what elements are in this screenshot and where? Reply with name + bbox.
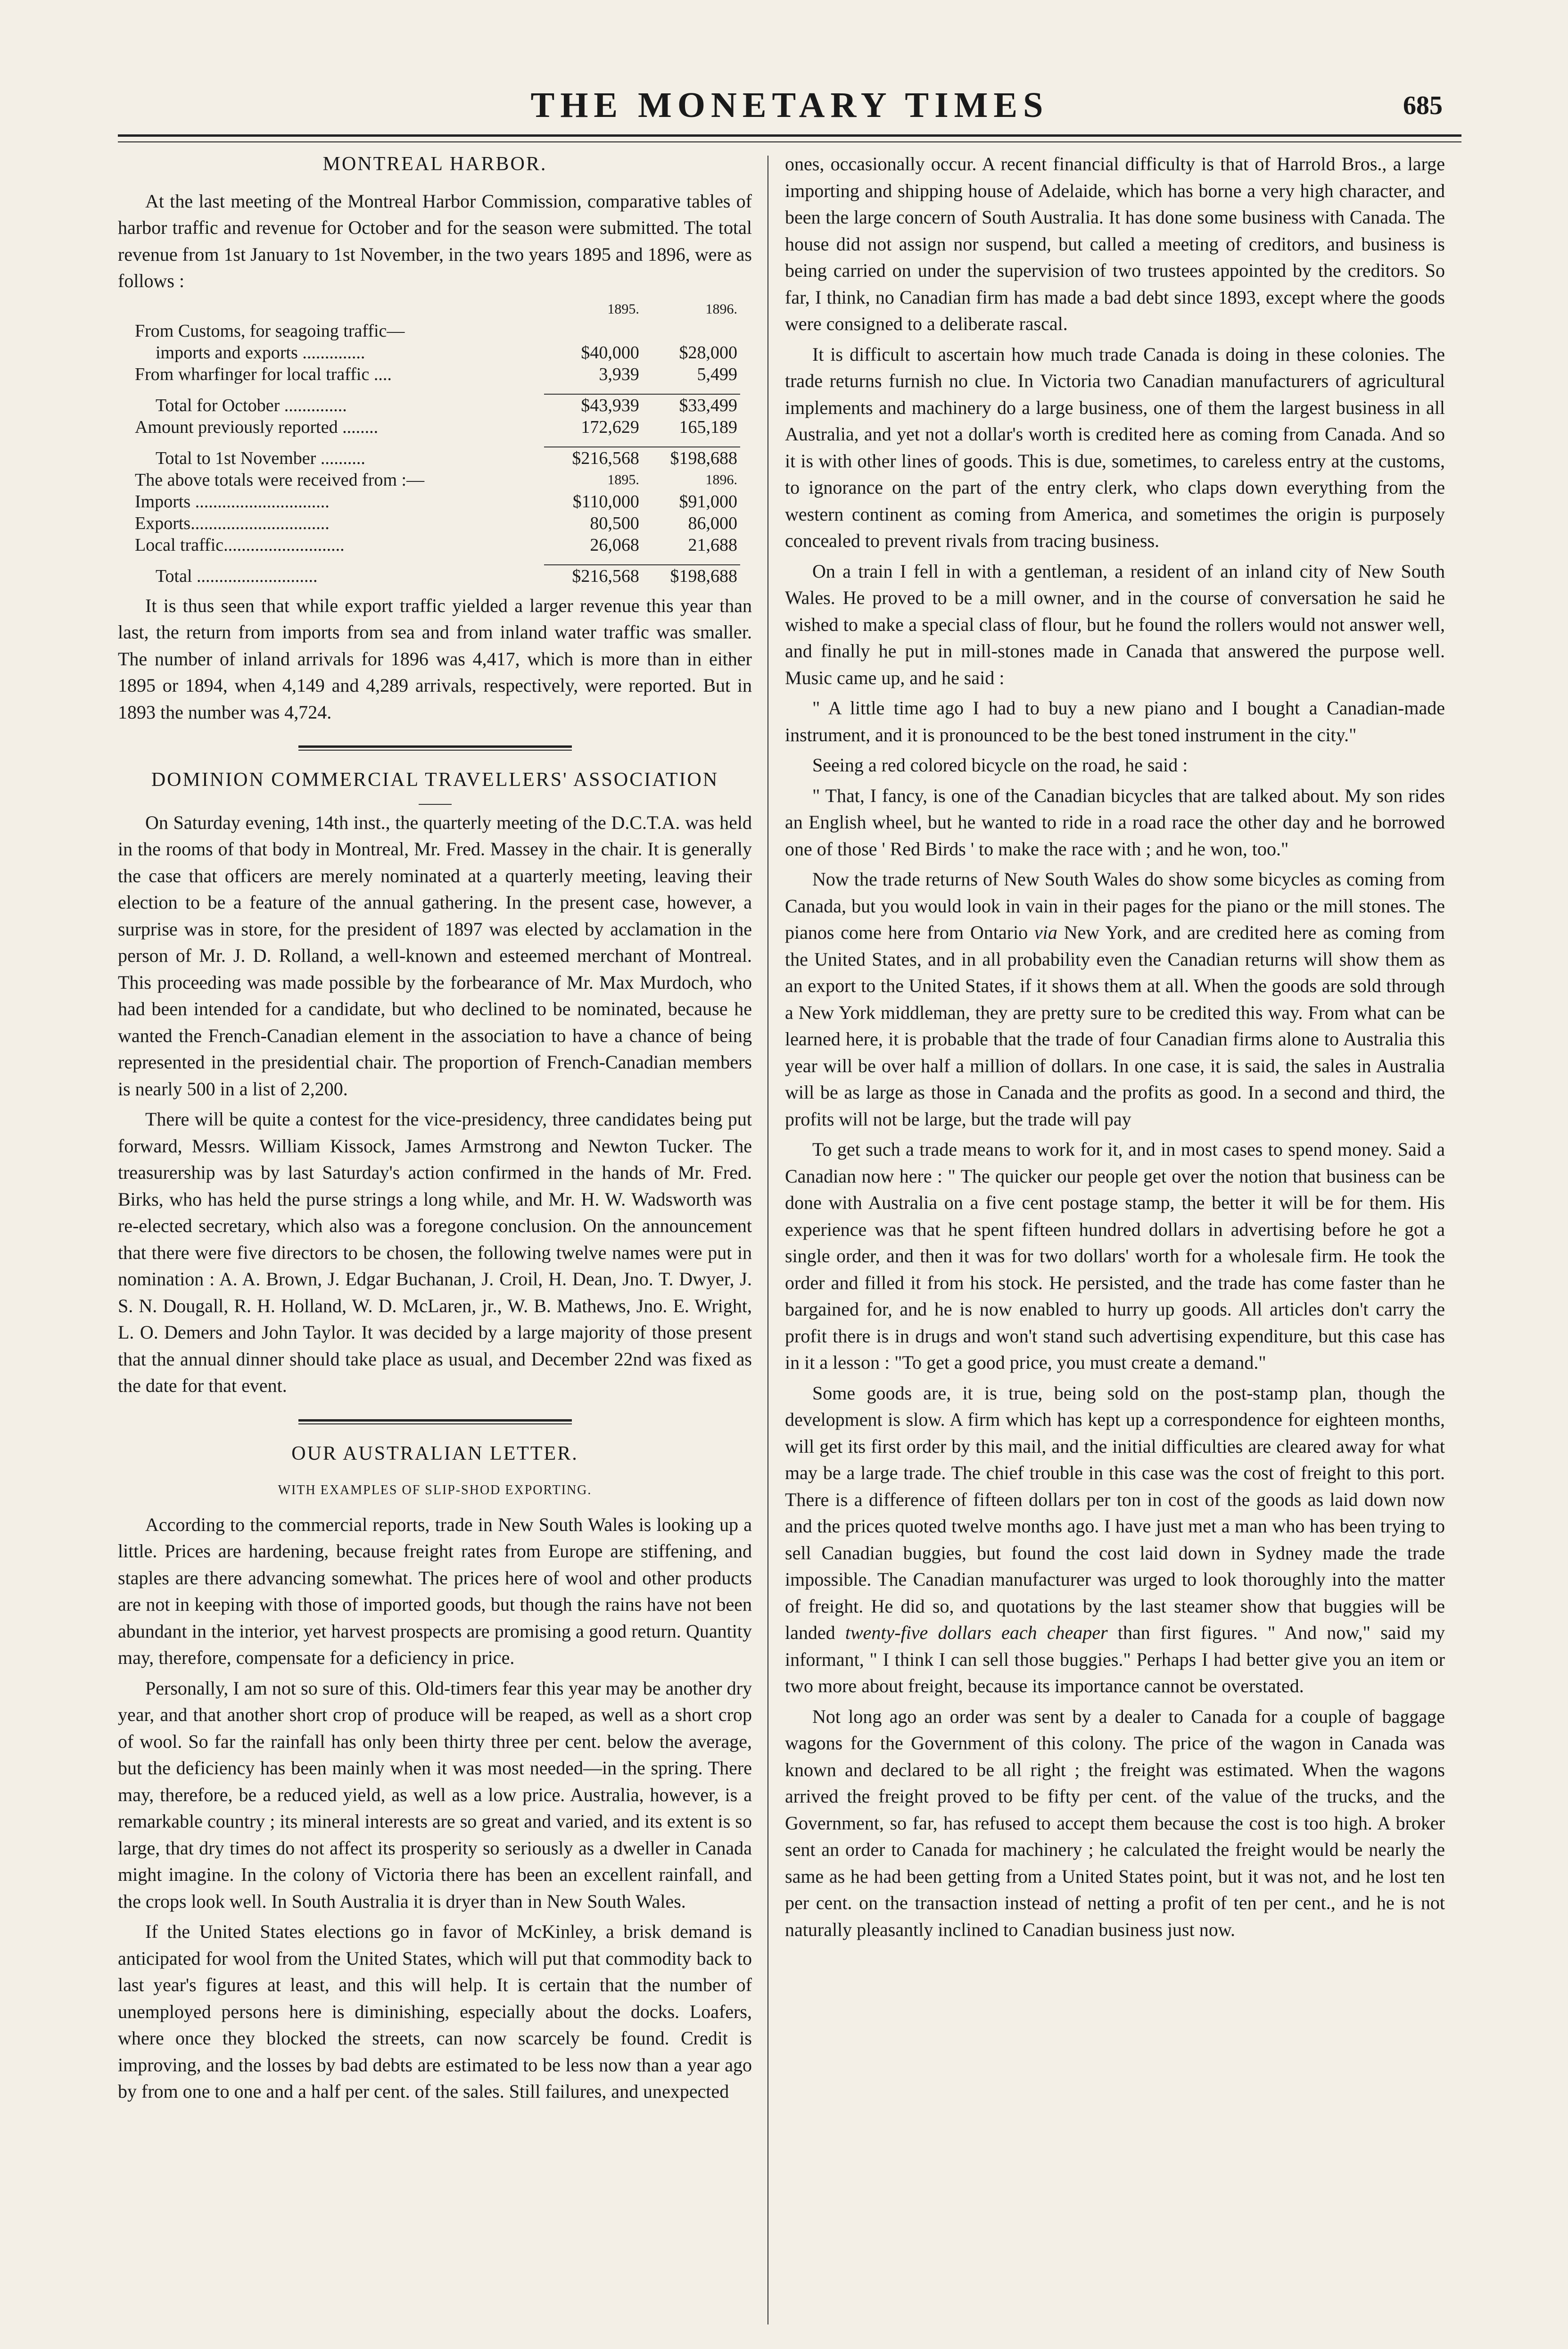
year-1896: 1896. (705, 301, 737, 317)
masthead (118, 71, 1461, 127)
montreal-heading: MONTREAL HARBOR. (322, 153, 547, 175)
header-rule-thin (118, 141, 1461, 142)
australian-paragraph-1: According to the commercial reports, trade in New South Wales is looking up a little. Prices are hardening, because freight rates from Europe are stiffening, and staples are there advancing somewhat. The prices here of wool and other products are not in keeping with those of imported goods, but though the rains have not been abundant in the interior, yet harvest prospects are promising a good return. Quantity may, therefore, compensate for a deficiency in price. (118, 1514, 752, 1668)
dcta-paragraph-1: On Saturday evening, 14th inst., the quarterly meeting of the D.C.T.A. was held in the rooms of that body in Montreal, Mr. Fred. Massey in the chair. It is generally the case that officers are merely nominated at a quarterly meeting, leaving their election to be a feature of the annual gathering. In the present case, however, a surprise was in store, for the president of 1897 was elected by acclamation in the person of Mr. J. D. Rolland, a well-known and esteemed merchant of Montreal. This proceeding was made possible by the forbearance of Mr. Max Murdoch, who had been intended for a candidate, but who declined to be nominated, because he wanted the French-Canadian element in the association to have a chance of being represented in the presidential chair. The proportion of French-Canadian members is nearly 500 in a list of 2,200. (118, 811, 752, 1100)
dcta-paragraph-2: There will be quite a contest for the vice-presidency, three candidates being put forward, Messrs. William Kissock, James Armstrong and Newton Tucker. The treasurership was by last Saturday's action confirmed in the hands of Mr. Fred. Birks, who has held the purse strings a long while, and Mr. H. W. Wadsworth was re-elected secretary, which also was a foregone conclusion. On the announcement that there were five directors to be chosen, the following twelve names were put in nomination : A. A. Brown, J. Edgar Buchanan, J. Croil, H. Dean, Jno. T. Dwyer, J. S. N. Dougall, R. H. Holland, W. D. McLaren, jr., W. B. Mathews, Jno. E. Wright, L. O. Demers and John Taylor. It was decided by a large majority of those present that the annual dinner should take place as usual, and December 22nd was fixed as the date for that event. (118, 1108, 752, 1396)
table-row: Exports............................... 80,500 86,000 (135, 513, 737, 533)
australian-paragraph-3: If the United States elections go in favor of McKinley, a brisk demand is anticipated for wool from the United States, which will put that commodity back to last year's figures at least, and this will help. It is certain that the number of unemployed persons here is diminishing, especially about the docks. Loafers, where once they blocked the streets, can now scarcely be found. Credit is improving, and the losses by bad debts are estimated to be less now than a year ago by from one to one and a half per cent. of the sales. Still failures, and unexpected (118, 1921, 752, 2102)
table-header-row (132, 298, 740, 320)
header-rule (118, 134, 1461, 137)
column-divider (767, 156, 768, 2324)
australian-paragraph-returns: Now the trade returns of New South Wales do show some bicycles as coming from Canada, but you would look in vain in their pages for the piano or the mill stones. The pianos come here from Ontario via New York, and are credited here as coming from the United States, and in all probability even the Canadian returns will show them as an export to the United States, if it shows them at all. When the goods are sold through a New York middleman, they are pretty sure to be credited this way. From what can be learned here, it is probable that the trade of four Canadian firms alone to Australia this year will be over half a million of dollars. In one case, it is said, the sales in Australia will be as large as those in Canada and the profits as good. In a second and third, the profits will not be large, but the trade will pay (785, 868, 1445, 1130)
australian-paragraph-wagons: Not long ago an order was sent by a dealer to Canada for a couple of baggage wagons for the Government of this colony. The price of the wagon in Canada was known and declared to be all right ; the freight was estimated. When the wagons arrived the freight proved to be fifty per cent. of the value of the trucks, and the Government, so far, has refused to accept them because the cost is too high. A broker sent an order to Canada for machinery ; he calculated the freight would be nearly the same as he had been getting from a United States point, but it was not, and he lost ten per cent. on the transaction instead of netting a profit of ten per cent., and he is not naturally pleasantly inclined to Canadian business just now. (785, 1705, 1445, 1940)
table-row: Total ........................... $216,568 $198,688 (132, 565, 740, 587)
table-row: From Customs, for seagoing traffic— (135, 321, 405, 341)
australian-paragraph-bicycle: Seeing a red colored bicycle on the road, he said : (812, 754, 1188, 776)
right-column (785, 151, 1445, 1947)
page-number: 685 (1403, 91, 1443, 120)
montreal-conclusion: It is thus seen that while export traffic yielded a larger revenue this year than last, the return from imports from sea and from inland water traffic was smaller. The number of inland arrivals for 1896 was 4,417, which is more than in either 1895 or 1894, when 4,149 and 4,289 arrivals, respectively, were reported. But in 1893 the number was 4,724. (118, 595, 752, 723)
australian-paragraph-buggies: Some goods are, it is true, being sold on the post-stamp plan, though the development is slow. A firm which has kept up a correspondence for eighteen months, will get its first order by this mail, and the initial difficulties are cleared away for what may be a large trade. The chief trouble in this case was the cost of freight to this port. There is a difference of fifteen dollars per ton in cost of the goods as laid down now and the prices quoted twelve months ago. I have just met a man who has been trying to sell Canadian buggies, but found the cost laid down in Sydney made the trade impossible. The Canadian manufacturer was urged to look thoroughly into the matter of freight. He did so, and quotations by the last steamer show that buggies will be landed twenty-five dollars each cheaper than first figures. " And now," said my informant, " I think I can sell those buggies." Perhaps I had better give you an item or two more about freight, because its importance cannot be overstated. (785, 1382, 1445, 1696)
table-row: From wharfinger for local traffic .... 3,939 5,499 (135, 364, 737, 384)
australian-heading: OUR AUSTRALIAN LETTER. (291, 1442, 578, 1464)
publication-title: THE MONETARY TIMES (530, 85, 1049, 125)
australian-paragraph-advertising: To get such a trade means to work for it, and in most cases to spend money. Said a Canadian now here : " The quicker our people get over the notion that business can be done with Australia on a five cent postage stamp, the better it will be for them. His experience was that he spent fifteen hundred dollars in advertising before he got a single order, and then it was for two dollars' worth for a wholesale firm. He took the order and filled it from his stock. He persisted, and the trade has come faster than he bargained for, and he is now enabled to hurry up goods. All articles don't carry the profit there is in drugs and won't stand such advertising expenditure, but this case has in it a lesson : "To get a good price, you must create a demand." (785, 1139, 1445, 1373)
section-separator (298, 745, 572, 748)
section-separator (298, 1419, 572, 1422)
table-row: Amount previously reported ........ 172,629 165,189 (135, 417, 737, 437)
dcta-heading: DOMINION COMMERCIAL TRAVELLERS' ASSOCIATION (151, 769, 719, 791)
australian-paragraph-2: Personally, I am not so sure of this. Old-timers fear this year may be another dry year, and that another short crop of produce will be reaped, as well as a short crop of wool. So far the rainfall has only been thirty three per cent. below the average, but the deficiency has been mainly when it was most needed—in the spring. There may, therefore, be a reduced yield, as well as a low price. Australia, however, is a remarkable country ; its mineral interests are so great and varied, and its extent is so large, that dry times do not affect its prosperity so seriously as a dweller in Canada might imagine. In the colony of Victoria there has been an excellent rainfall, and the crops look well. In South Australia it is dryer than in New South Wales. (118, 1677, 752, 1912)
quote-bicycle: " That, I fancy, is one of the Canadian bicycles that are talked about. My son rides an English wheel, but he wanted to ride in a road race the other day and he borrowed one of those ' Red Birds ' to make the race with ; and he won, too." (785, 785, 1445, 860)
table-row: imports and exports .............. $40,000 $28,000 (156, 342, 737, 363)
year-1895: 1895. (607, 301, 639, 317)
table-row: Total for October .............. $43,939 $33,499 (132, 394, 740, 416)
australian-paragraph-train: On a train I fell in with a gentleman, a resident of an inland city of New South Wales. He proved to be a mill owner, and in the course of conversation he said he wished to make a special class of flour, but he found the rollers would not answer well, and finally he put in mill-stones made in Canada that answered the purpose well. Music came up, and he said : (785, 560, 1445, 688)
table-row: The above totals were received from :— 1895. 1896. (135, 470, 737, 490)
montreal-intro: At the last meeting of the Montreal Harbor Commission, comparative tables of harbor traffic and revenue for October and for the season were submitted. The total revenue from 1st January to 1st November, in the two years 1895 and 1896, were as follows : (118, 190, 752, 291)
quote-piano: " A little time ago I had to buy a new piano and I bought a Canadian-made instrument, and it is pronounced to be the best toned instrument in the city." (785, 697, 1445, 745)
australian-paragraph-cont: ones, occasionally occur. A recent financial difficulty is that of Harrold Bros., a large importing and shipping house of Adelaide, which has borne a very high character, and been the large concern of South Australia. It has done some business with Canada. The house did not assign nor suspend, but called a meeting of creditors, and business is being carried on under the supervision of two trustees appointed by the creditors. So far, I think, no Canadian firm has made a bad debt since 1893, except where the goods were consigned to a deliberate rascal. (785, 153, 1445, 334)
table-row: Local traffic........................... 26,068 21,688 (135, 535, 737, 555)
left-column (118, 151, 752, 2109)
table-row: Total to 1st November .......... $216,568 $198,688 (132, 447, 740, 469)
short-rule (419, 804, 452, 805)
australian-paragraph-trade: It is difficult to ascertain how much trade Canada is doing in these colonies. The trade returns furnish no clue. In Victoria two Canadian manufacturers of agricultural implements and machinery do a large business, one of them the largest business in all Australia, and yet not a dollar's worth is credited here as coming from Canada. And so it is with other lines of goods. This is due, sometimes, to careless entry at the customs, to ignorance on the part of the entry clerk, who claps down everything from the western continent as coming from America, and sometimes the origin is purposely concealed to prevent rivals from tracing business. (785, 343, 1445, 551)
harbor-revenue-table (132, 298, 740, 587)
australian-subheading: WITH EXAMPLES OF SLIP-SHOD EXPORTING. (278, 1483, 592, 1497)
table-row: Imports .............................. $110,000 $91,000 (135, 491, 737, 512)
